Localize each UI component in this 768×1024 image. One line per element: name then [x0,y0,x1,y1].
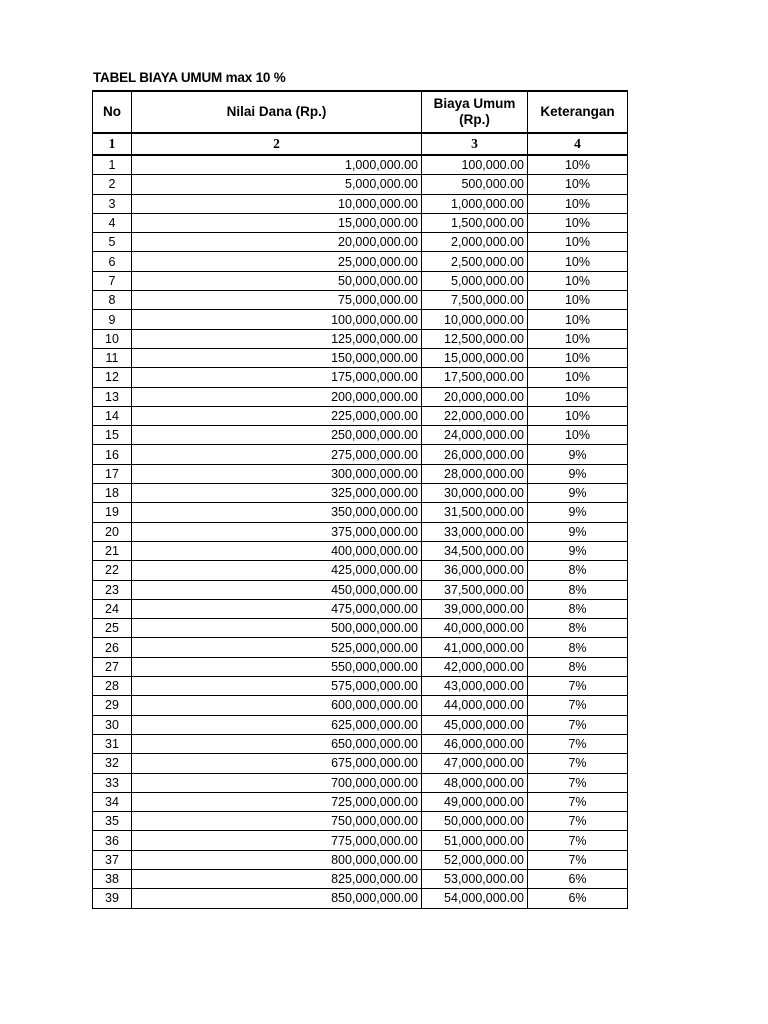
biaya-umum-cell: 30,000,000.00 [422,484,528,503]
keterangan-cell: 8% [528,580,628,599]
keterangan-cell: 9% [528,522,628,541]
nilai-dana-cell: 650,000,000.00 [132,734,422,753]
header-row [93,91,628,133]
column-number: 2 [132,133,422,155]
biaya-umum-cell: 1,000,000.00 [422,194,528,213]
row-number: 1 [93,155,132,175]
row-number: 10 [93,329,132,348]
nilai-dana-cell: 225,000,000.00 [132,406,422,425]
row-number: 35 [93,812,132,831]
row-number: 23 [93,580,132,599]
row-number: 27 [93,657,132,676]
table-row [93,657,628,676]
nilai-dana-cell: 20,000,000.00 [132,233,422,252]
row-number: 20 [93,522,132,541]
nilai-dana-cell: 15,000,000.00 [132,213,422,232]
nilai-dana-cell: 350,000,000.00 [132,503,422,522]
nilai-dana-cell: 400,000,000.00 [132,541,422,560]
row-number: 9 [93,310,132,329]
table-row [93,464,628,483]
table-row [93,233,628,252]
table-row [93,734,628,753]
table-row [93,580,628,599]
keterangan-cell: 10% [528,194,628,213]
row-number: 30 [93,715,132,734]
nilai-dana-cell: 200,000,000.00 [132,387,422,406]
biaya-umum-cell: 48,000,000.00 [422,773,528,792]
biaya-umum-cell: 52,000,000.00 [422,850,528,869]
biaya-umum-cell: 1,500,000.00 [422,213,528,232]
nilai-dana-cell: 300,000,000.00 [132,464,422,483]
keterangan-cell: 10% [528,329,628,348]
biaya-umum-cell: 36,000,000.00 [422,561,528,580]
biaya-umum-cell: 37,500,000.00 [422,580,528,599]
table-row [93,619,628,638]
nilai-dana-cell: 50,000,000.00 [132,271,422,290]
keterangan-cell: 7% [528,734,628,753]
table-row [93,561,628,580]
nilai-dana-cell: 5,000,000.00 [132,175,422,194]
keterangan-cell: 10% [528,406,628,425]
biaya-umum-cell: 22,000,000.00 [422,406,528,425]
nilai-dana-cell: 750,000,000.00 [132,812,422,831]
row-number: 28 [93,677,132,696]
row-number: 7 [93,271,132,290]
row-number: 22 [93,561,132,580]
header-nilai-dana: Nilai Dana (Rp.) [132,91,422,133]
row-number: 4 [93,213,132,232]
nilai-dana-cell: 775,000,000.00 [132,831,422,850]
nilai-dana-cell: 450,000,000.00 [132,580,422,599]
biaya-umum-table [92,90,628,909]
biaya-umum-cell: 50,000,000.00 [422,812,528,831]
header-biaya-umum [422,91,528,133]
nilai-dana-cell: 500,000,000.00 [132,619,422,638]
keterangan-cell: 10% [528,252,628,271]
row-number: 34 [93,792,132,811]
biaya-umum-cell: 53,000,000.00 [422,869,528,888]
row-number: 38 [93,869,132,888]
table-row [93,368,628,387]
table-row [93,252,628,271]
table-row [93,348,628,367]
biaya-umum-cell: 17,500,000.00 [422,368,528,387]
biaya-umum-cell: 12,500,000.00 [422,329,528,348]
biaya-umum-cell: 15,000,000.00 [422,348,528,367]
row-number: 24 [93,599,132,618]
header-keterangan: Keterangan [528,91,628,133]
biaya-umum-cell: 39,000,000.00 [422,599,528,618]
biaya-umum-cell: 100,000.00 [422,155,528,175]
row-number: 26 [93,638,132,657]
keterangan-cell: 7% [528,812,628,831]
nilai-dana-cell: 850,000,000.00 [132,889,422,908]
nilai-dana-cell: 75,000,000.00 [132,291,422,310]
table-row [93,406,628,425]
table-row [93,291,628,310]
biaya-umum-cell: 24,000,000.00 [422,426,528,445]
keterangan-cell: 7% [528,773,628,792]
table-row [93,715,628,734]
nilai-dana-cell: 700,000,000.00 [132,773,422,792]
column-number: 3 [422,133,528,155]
table-row [93,484,628,503]
keterangan-cell: 10% [528,233,628,252]
biaya-umum-cell: 51,000,000.00 [422,831,528,850]
row-number: 37 [93,850,132,869]
row-number: 8 [93,291,132,310]
biaya-umum-cell: 40,000,000.00 [422,619,528,638]
table-row [93,426,628,445]
row-number: 33 [93,773,132,792]
biaya-umum-cell: 2,000,000.00 [422,233,528,252]
keterangan-cell: 10% [528,175,628,194]
row-number: 6 [93,252,132,271]
table-row [93,329,628,348]
table-row [93,445,628,464]
table-row [93,541,628,560]
table-row [93,599,628,618]
biaya-umum-cell: 20,000,000.00 [422,387,528,406]
column-number-row [93,133,628,155]
nilai-dana-cell: 525,000,000.00 [132,638,422,657]
biaya-umum-cell: 54,000,000.00 [422,889,528,908]
keterangan-cell: 6% [528,889,628,908]
biaya-umum-cell: 28,000,000.00 [422,464,528,483]
keterangan-cell: 9% [528,445,628,464]
keterangan-cell: 8% [528,619,628,638]
table-row [93,773,628,792]
header-biaya-umum-line1: Biaya Umum [433,96,516,111]
nilai-dana-cell: 825,000,000.00 [132,869,422,888]
keterangan-cell: 9% [528,541,628,560]
table-row [93,850,628,869]
column-number: 4 [528,133,628,155]
table-row [93,155,628,175]
biaya-umum-cell: 31,500,000.00 [422,503,528,522]
keterangan-cell: 9% [528,464,628,483]
biaya-umum-cell: 34,500,000.00 [422,541,528,560]
header-no: No [93,91,132,133]
keterangan-cell: 7% [528,792,628,811]
row-number: 21 [93,541,132,560]
biaya-umum-cell: 5,000,000.00 [422,271,528,290]
row-number: 17 [93,464,132,483]
nilai-dana-cell: 10,000,000.00 [132,194,422,213]
table-row [93,271,628,290]
table-row [93,175,628,194]
nilai-dana-cell: 800,000,000.00 [132,850,422,869]
biaya-umum-cell: 26,000,000.00 [422,445,528,464]
table-row [93,889,628,908]
keterangan-cell: 10% [528,155,628,175]
row-number: 18 [93,484,132,503]
table-row [93,754,628,773]
nilai-dana-cell: 325,000,000.00 [132,484,422,503]
row-number: 39 [93,889,132,908]
keterangan-cell: 10% [528,271,628,290]
nilai-dana-cell: 575,000,000.00 [132,677,422,696]
row-number: 36 [93,831,132,850]
keterangan-cell: 8% [528,638,628,657]
nilai-dana-cell: 175,000,000.00 [132,368,422,387]
nilai-dana-cell: 625,000,000.00 [132,715,422,734]
table-row [93,503,628,522]
row-number: 32 [93,754,132,773]
row-number: 12 [93,368,132,387]
biaya-umum-cell: 46,000,000.00 [422,734,528,753]
keterangan-cell: 6% [528,869,628,888]
keterangan-cell: 10% [528,387,628,406]
table-row [93,869,628,888]
nilai-dana-cell: 725,000,000.00 [132,792,422,811]
row-number: 25 [93,619,132,638]
table-row [93,792,628,811]
row-number: 13 [93,387,132,406]
table-title: TABEL BIAYA UMUM max 10 % [93,70,286,85]
nilai-dana-cell: 100,000,000.00 [132,310,422,329]
row-number: 29 [93,696,132,715]
keterangan-cell: 10% [528,213,628,232]
row-number: 15 [93,426,132,445]
table-row [93,310,628,329]
header-biaya-umum-line2: (Rp.) [459,112,490,127]
biaya-umum-cell: 44,000,000.00 [422,696,528,715]
biaya-umum-cell: 2,500,000.00 [422,252,528,271]
nilai-dana-cell: 600,000,000.00 [132,696,422,715]
nilai-dana-cell: 375,000,000.00 [132,522,422,541]
biaya-umum-cell: 500,000.00 [422,175,528,194]
table-row [93,677,628,696]
biaya-umum-cell: 45,000,000.00 [422,715,528,734]
nilai-dana-cell: 475,000,000.00 [132,599,422,618]
nilai-dana-cell: 425,000,000.00 [132,561,422,580]
keterangan-cell: 10% [528,310,628,329]
table-row [93,812,628,831]
keterangan-cell: 10% [528,368,628,387]
row-number: 11 [93,348,132,367]
table-row [93,213,628,232]
keterangan-cell: 9% [528,503,628,522]
biaya-umum-cell: 47,000,000.00 [422,754,528,773]
nilai-dana-cell: 250,000,000.00 [132,426,422,445]
biaya-umum-cell: 10,000,000.00 [422,310,528,329]
keterangan-cell: 8% [528,657,628,676]
nilai-dana-cell: 1,000,000.00 [132,155,422,175]
keterangan-cell: 7% [528,677,628,696]
biaya-umum-cell: 49,000,000.00 [422,792,528,811]
keterangan-cell: 7% [528,715,628,734]
table-row [93,638,628,657]
table-row [93,522,628,541]
row-number: 3 [93,194,132,213]
row-number: 31 [93,734,132,753]
nilai-dana-cell: 550,000,000.00 [132,657,422,676]
biaya-umum-cell: 43,000,000.00 [422,677,528,696]
keterangan-cell: 10% [528,348,628,367]
keterangan-cell: 10% [528,291,628,310]
nilai-dana-cell: 150,000,000.00 [132,348,422,367]
nilai-dana-cell: 25,000,000.00 [132,252,422,271]
row-number: 16 [93,445,132,464]
nilai-dana-cell: 275,000,000.00 [132,445,422,464]
keterangan-cell: 8% [528,599,628,618]
biaya-umum-cell: 41,000,000.00 [422,638,528,657]
biaya-umum-cell: 33,000,000.00 [422,522,528,541]
table-row [93,831,628,850]
row-number: 14 [93,406,132,425]
keterangan-cell: 7% [528,696,628,715]
nilai-dana-cell: 125,000,000.00 [132,329,422,348]
row-number: 2 [93,175,132,194]
biaya-umum-cell: 42,000,000.00 [422,657,528,676]
table-row [93,696,628,715]
biaya-umum-cell: 7,500,000.00 [422,291,528,310]
keterangan-cell: 7% [528,831,628,850]
keterangan-cell: 7% [528,850,628,869]
keterangan-cell: 10% [528,426,628,445]
keterangan-cell: 8% [528,561,628,580]
nilai-dana-cell: 675,000,000.00 [132,754,422,773]
keterangan-cell: 9% [528,484,628,503]
column-number: 1 [93,133,132,155]
keterangan-cell: 7% [528,754,628,773]
table-row [93,194,628,213]
table-row [93,387,628,406]
row-number: 5 [93,233,132,252]
row-number: 19 [93,503,132,522]
